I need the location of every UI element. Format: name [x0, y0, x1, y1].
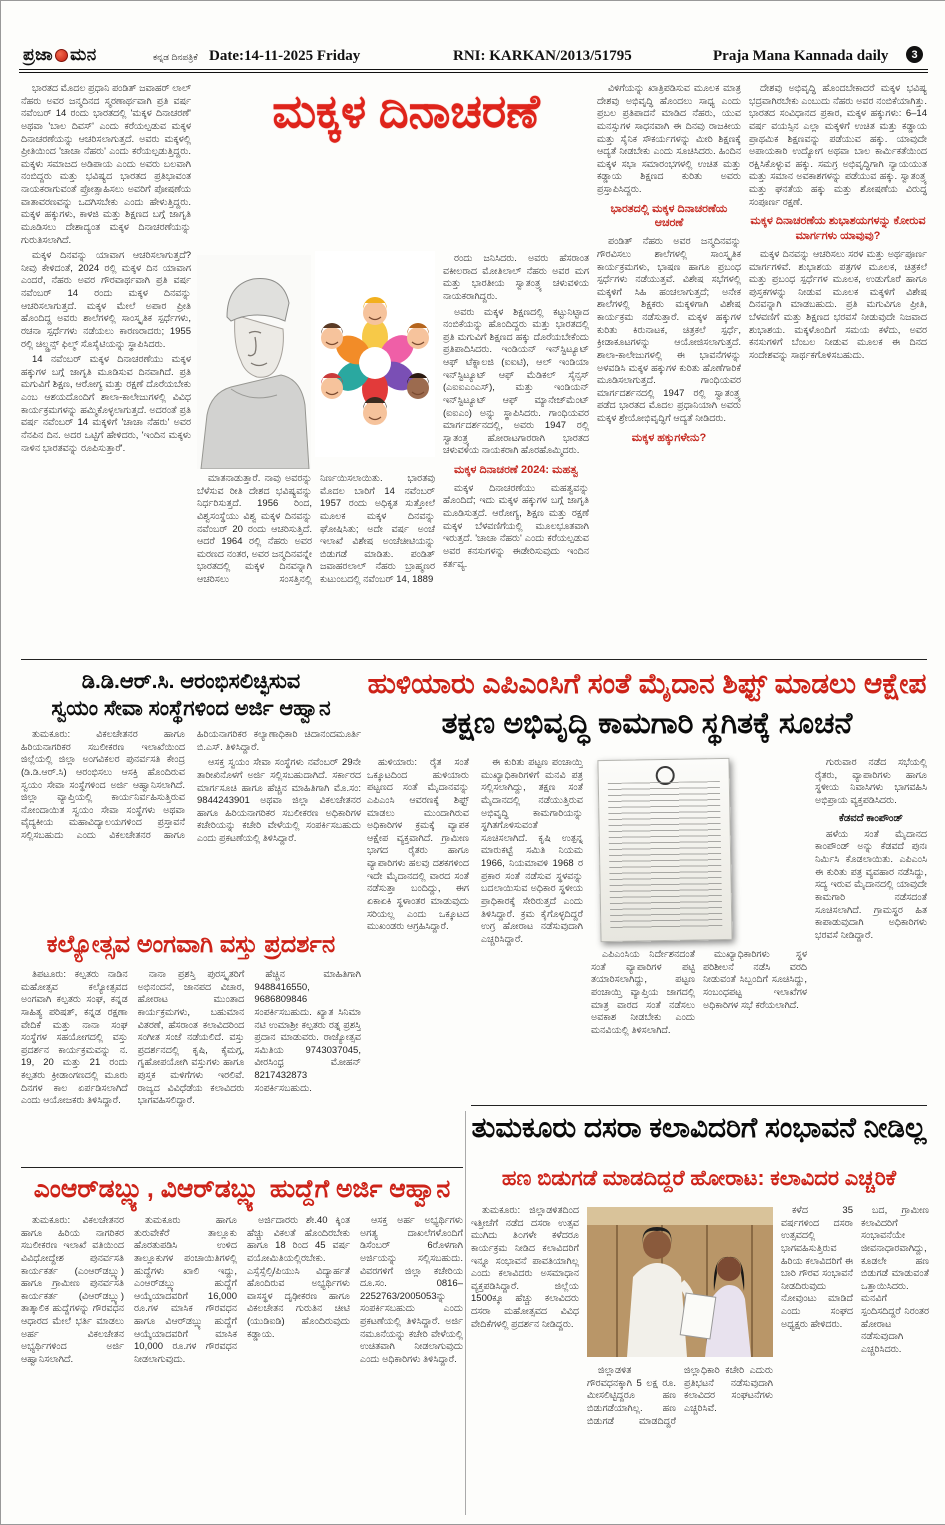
lead-col1-p3: 14 ನವೆಂಬರ್ ಮಕ್ಕಳ ದಿನಾಚರಣೆಯು ಮಕ್ಕಳ ಹಕ್ಕುಗಳ ಬಗ್ಗೆ ಜಾಗೃತಿ ಮೂಡಿಸುವ ದಿನವಾಗಿದೆ. ಪ್ರತಿ ಮಗುವಿಗೆ ಶಿಕ್ಷಣ, ಆರೋಗ್ಯ ಮತ್ತು ರಕ್ಷಣೆ ದೊರೆಯಬೇಕು ಎಂಬ ಆಶಯದೊಂದಿಗೆ ಶಾಲಾ-ಕಾಲೇಜುಗಳಲ್ಲಿ ವಿವಿಧ ಕಾರ್ಯಕ್ರಮಗಳನ್ನು ಹಮ್ಮಿಕೊಳ್ಳಲಾಗುತ್ತದೆ. ಅದರಂತೆ ಪ್ರತಿ ವರ್ಷ ನವೆಂಬರ್ 14 ಮಕ್ಕಳಿಗೆ 'ಚಾಚಾ ನೆಹರು' ಅವರ ನೆನಪಿನ ದಿನ. ಅದರ ಒಟ್ಟಿಗೆ ಹೇಳಿದರು, 'ಇಂದಿನ ಮಕ್ಕಳು ನಾಳಿನ ಭಾರತವನ್ನು ರೂಪಿಸುತ್ತಾರೆ'. [21, 354, 191, 454]
masthead-rni: RNI: KARKAN/2013/51795 [453, 48, 632, 64]
kalyotsava-body-p2: ನಾನಾ ಪ್ರಶಸ್ತಿ ಪುರಸ್ಕೃತರಿಗೆ ಅಭಿನಂದನೆ, ಜಾನಪದ ವಿಚಾರ, ಹೋರಾಟ ಮುಂತಾದ ಕಾರ್ಯಕ್ರಮಗಳು, ಬಹುಮಾನ ವಿತರಣೆ, ಹೆಸರಾಂತ ಕಲಾವಿದರಿಂದ ಸಂಗೀತ ಸಂಜೆ ನಡೆಯಲಿದೆ. ವಸ್ತು ಪ್ರದರ್ಶನದಲ್ಲಿ ಕೃಷಿ, ಕೈಮಗ್ಗ, ಗೃಹೋಪಯೋಗಿ ವಸ್ತುಗಳು ಹಾಗೂ ಪುಸ್ತಕ ಮಳಿಗೆಗಳು ಇರಲಿವೆ. ರಾಜ್ಯದ ವಿವಿಧೆಡೆಯ ಕಲಾವಿದರು ಭಾಗವಹಿಸಲಿದ್ದಾರೆ. [137, 969, 245, 1107]
lead-col4-p2: ಅವರು ಮಕ್ಕಳ ಶಿಕ್ಷಣದಲ್ಲಿ ಕಟ್ಟುನಿಟ್ಟಾದ ನಂಬಿಕೆಯನ್ನು ಹೊಂದಿದ್ದರು ಮತ್ತು ಭಾರತದಲ್ಲಿ ಪ್ರತಿ ಮಗುವಿಗೆ ಶಿಕ್ಷಣದ ಹಕ್ಕು ದೊರೆಯಬೇಕೆಂದು ಪ್ರತಿಪಾದಿಸಿದರು. ಇಂಡಿಯನ್ ಇನ್‌ಸ್ಟಿಟ್ಯೂಟ್ ಆಫ್ ಟೆಕ್ನಾಲಜಿ (ಐಐಟಿ), ಆಲ್ ಇಂಡಿಯಾ ಇನ್‌ಸ್ಟಿಟ್ಯೂಟ್ ಆಫ್ ಮೆಡಿಕಲ್ ಸೈನ್ಸಸ್ (ಎಐಐಎಂಎಸ್), ಮತ್ತು ಇಂಡಿಯನ್ ಇನ್‌ಸ್ಟಿಟ್ಯೂಟ್ ಆಫ್ ಮ್ಯಾನೇಜ್‌ಮೆಂಟ್ (ಐಐಎಂ) ಅನ್ನು ಸ್ಥಾಪಿಸಿದರು. ಗಾಂಧಿಯವರ ಮಾರ್ಗದರ್ಶನದಲ್ಲಿ, ಅವರು 1947 ರಲ್ಲಿ ಸ್ವಾತಂತ್ರ್ಯ ಹೋರಾಟಗಾರರಾಗಿ ಭಾರತದ ಚಳುವಳಿಯ ನಾಯಕರಾಗಿ ಹೊರಹೊಮ್ಮಿದರು. [443, 306, 589, 457]
ddrc-headline-line2: ಸ್ವಯಂ ಸೇವಾ ಸಂಸ್ಥೆಗಳಿಂದ ಅರ್ಜಿ ಆಹ್ವಾನ [51, 696, 331, 720]
lead-col1-p1: ಭಾರತದ ಮೊದಲ ಪ್ರಧಾನಿ ಪಂಡಿತ್ ಜವಾಹರ್ ಲಾಲ್ ನೆಹರು ಅವರ ಜನ್ಮದಿನದ ಸ್ಮರಣಾರ್ಥವಾಗಿ ಪ್ರತಿ ವರ್ಷ ನವೆಂಬರ್ 14 ರಂದು ಭಾರತದಲ್ಲಿ 'ಮಕ್ಕಳ ದಿನಾಚರಣೆ' ಅಥವಾ 'ಬಾಲ ದಿವಸ್' ಎಂದು ಕರೆಯಲ್ಪಡುವ ಮಕ್ಕಳ ದಿನಾಚರಣೆಯನ್ನು ಆಚರಿಸಲಾಗುತ್ತದೆ. ಅವರು ಮಕ್ಕಳಲ್ಲಿ ಪ್ರೀತಿಯಿಂದ 'ಚಾಚಾ ನೆಹರು' ಎಂದು ಕರೆಯಲ್ಪಡುತ್ತಿದ್ದರು. ಮಕ್ಕಳು ಸಮಾಜದ ಅಡಿಪಾಯ ಎಂದು ಅವರು ಬಲವಾಗಿ ನಂಬಿದ್ದರು ಮತ್ತು ಭವಿಷ್ಯದ ಭಾರತದ ಪ್ರತಿಭಾವಂತ ನಾಯಕರಾಗುವಂತೆ ಪ್ರೋತ್ಸಾಹಿಸಲು ಅವರಿಗೆ ಪೋಷಣೆಯ ವಾತಾವರಣವನ್ನು ಒದಗಿಸಬೇಕು ಎಂದು ಹೇಳುತ್ತಿದ್ದರು. ಮಕ್ಕಳ ಹಕ್ಕುಗಳು, ಕಾಳಜಿ ಮತ್ತು ಶಿಕ್ಷಣದ ಬಗ್ಗೆ ಜಾಗೃತಿ ಮೂಡಿಸಲು ದೇಶಾದ್ಯಂತ ಮಕ್ಕಳ ದಿನಾಚರಣೆಯನ್ನು ಗುರುತಿಸಲಾಗಿದೆ. [21, 83, 191, 246]
lead-col1-p2: ಮಕ್ಕಳ ದಿನವನ್ನು ಯಾವಾಗ ಆಚರಿಸಲಾಗುತ್ತದೆ? ನೀವು ಕೇಳಿದಂತೆ, 2024 ರಲ್ಲಿ ಮಕ್ಕಳ ದಿನ ಯಾವಾಗ ಎಂದರೆ, ನೆಹರು ಅವರ ಗೌರವಾರ್ಥವಾಗಿ ಪ್ರತಿ ವರ್ಷ ನವೆಂಬರ್ 14 ರಂದು ಮಕ್ಕಳ ದಿನವನ್ನು ಆಚರಿಸಲಾಗುತ್ತದೆ. ಮಕ್ಕಳ ಮೇಲೆ ಅಪಾರ ಪ್ರೀತಿ ಹೊಂದಿದ್ದ ಅವರು ಶಾಲೆಗಳಲ್ಲಿ ಸಾಂಸ್ಕೃತಿಕ ಸ್ಪರ್ಧೆಗಳು, ರಚನಾ ಸ್ಪರ್ಧೆಗಳು ನಡೆಯಲು ಕಾರಣರಾದರು; 1955 ರಲ್ಲಿ ಚಿಲ್ಡ್ರನ್ಸ್ ಫಿಲ್ಮ್ ಸೊಸೈಟಿಯನ್ನು ಸ್ಥಾಪಿಸಿದರು. [21, 250, 191, 350]
page-number-badge: 3 [906, 46, 923, 63]
apmc-column-5 [815, 757, 927, 1095]
section-rule-dasara [471, 1105, 927, 1106]
dasara-black-headline: ತುಮಕೂರು ದಸರಾ ಕಲಾವಿದರಿಗೆ ಸಂಭಾವನೆ ನೀಡಿಲ್ಲ [471, 1112, 927, 1143]
ddrc-body-p1: ತುಮಕೂರು: ವಿಕಲಚೇತನರ ಹಾಗೂ ಹಿರಿಯನಾಗರಿಕರ ಸಬಲೀಕರಣ ಇಲಾಖೆಯಿಂದ ಜಿಲ್ಲೆಯಲ್ಲಿ ಜಿಲ್ಲಾ ಅಂಗವಿಕಲರ ಪುನರ್ವಸತಿ ಕೇಂದ್ರ (ಡಿ.ಡಿ.ಆರ್.ಸಿ) ಆರಂಭಿಸಲು ಆಸಕ್ತಿ ಹೊಂದಿರುವ ಸ್ವಯಂ ಸೇವಾ ಸಂಸ್ಥೆಗಳಿಂದ ಅರ್ಜಿ ಆಹ್ವಾನಿಸಲಾಗಿದೆ. ಜಿಲ್ಲಾ ವ್ಯಾಪ್ತಿಯಲ್ಲಿ ಕಾರ್ಯನಿರ್ವಹಿಸುತ್ತಿರುವ ನೋಂದಾಯಿತ ಸ್ವಯಂ ಸೇವಾ ಸಂಸ್ಥೆಗಳು ಅಥವಾ ವೈದ್ಯಕೀಯ ಮಹಾವಿದ್ಯಾಲಯಗಳಿಂದ ಪ್ರಸ್ತಾವನೆ ಸಲ್ಲಿಸಬಹುದು ಎಂದು ವಿಕಲಚೇತನರ ಹಾಗೂ ಹಿರಿಯನಾಗರಿಕರ ಕಲ್ಯಾಣಾಧಿಕಾರಿ ಚಿದಾನಂದಮೂರ್ತಿ ಬಿ.ಎಸ್. ತಿಳಿಸಿದ್ದಾರೆ. [21, 729, 361, 841]
lead-column-5 [597, 83, 741, 653]
nehru-sketch-image [197, 255, 311, 469]
apmc-colC5-p2: ಹಳೆಯ ಸಂತೆ ಮೈದಾನದ ಕಾಂಪೌಂಡ್ ಅನ್ನು ಕೆಡವದೆ ಪುನಃ ನಿರ್ಮಿಸಿ ಕೊಡಲಾಯಿತು. ಎಪಿಎಂಸಿ ಈ ಕುರಿತು ಪತ್ರ ವ್ಯವಹಾರ ನಡೆಸಿದ್ದು, ಸದ್ಯ ಇರುವ ಮೈದಾನದಲ್ಲಿ ಯಾವುದೇ ಕಾಮಗಾರಿ ನಡೆಸದಂತೆ ಸೂಚಿಸಲಾಗಿದೆ. ಗ್ರಾಮಸ್ಥರ ಹಿತ ಕಾಪಾಡುವುದಾಗಿ ಅಧಿಕಾರಿಗಳು ಭರವಸೆ ನೀಡಿದ್ದಾರೆ. [815, 828, 927, 941]
apmc-colC5-p1: ಗುರುವಾರ ನಡೆದ ಸಭೆಯಲ್ಲಿ ರೈತರು, ವ್ಯಾಪಾರಿಗಳು ಹಾಗೂ ಸ್ಥಳೀಯ ನಿವಾಸಿಗಳು ಭಾಗವಹಿಸಿ ಅಭಿಪ್ರಾಯ ವ್ಯಕ್ತಪಡಿಸಿದರು. [815, 757, 927, 806]
section-rule-1 [21, 659, 927, 660]
ddrc-headline [21, 669, 361, 723]
kalyotsava-body-p1: ತಿಪಟೂರು: ಕಲ್ಪತರು ನಾಡಿನ ಮಹೋತ್ಸವ ಕಲ್ಯೋತ್ಸವದ ಅಂಗವಾಗಿ ಕಲ್ಪತರು ಸಂಘ, ಕನ್ನಡ ಸಾಹಿತ್ಯ ಪರಿಷತ್, ಕನ್ನಡ ರಕ್ಷಣಾ ವೇದಿಕೆ ಮತ್ತು ನಾನಾ ಸಂಘ ಸಂಸ್ಥೆಗಳ ಸಹಯೋಗದಲ್ಲಿ ವಸ್ತು ಪ್ರದರ್ಶನ ಕಾರ್ಯಕ್ರಮವನ್ನು ನ. 19, 20 ಮತ್ತು 21 ರಂದು ಕಲ್ಪತರು ಕ್ರೀಡಾಂಗಣದಲ್ಲಿ ಮೂರು ದಿನಗಳ ಕಾಲ ಏರ್ಪಡಿಸಲಾಗಿದೆ ಎಂದು ಆಯೋಜಕರು ತಿಳಿಸಿದ್ದಾರೆ. [21, 969, 128, 1107]
dasara-column-1 [471, 1205, 579, 1513]
masthead-daily-name: Praja Mana Kannada daily [713, 48, 889, 64]
ddrc-headline-line1: ಡಿ.ಡಿ.ಆರ್.ಸಿ. ಆರಂಭಿಸಲಿಚ್ಛಿಸುವ [81, 670, 301, 693]
dasara-colB-p: ಕಳೆದ 35 ವರ್ಷಗಳಿಂದ ದಸರಾ ಉತ್ಸವದಲ್ಲಿ ಭಾಗವಹಿಸುತ್ತಿರುವ ಹಿರಿಯ ಕಲಾವಿದರಿಗೆ ಈ ಬಾರಿ ಗೌರವ ಸಂಭಾವನೆ ನೀಡದಿರುವುದು ನೋವುಂಟು ಮಾಡಿದೆ ಎಂದು ಸಂಘದ ಅಧ್ಯಕ್ಷರು ಹೇಳಿದರು. [781, 1205, 853, 1330]
children-circle-illustration [315, 251, 435, 457]
mrw-body-p4: ಆಸಕ್ತ ಅರ್ಹ ಅಭ್ಯರ್ಥಿಗಳು ಅಗತ್ಯ ದಾಖಲೆಗಳೊಂದಿಗೆ ಡಿಸೆಂಬರ್ 6ರೊಳಗಾಗಿ ಅರ್ಜಿಯನ್ನು ಸಲ್ಲಿಸಬಹುದು. ವಿವರಗಳಿಗೆ ಜಿಲ್ಲಾ ಕಚೇರಿಯ ದೂ.ಸಂ. 0816–2252763/2005053ನ್ನು ಸಂಪರ್ಕಿಸಬಹುದು ಎಂದು ಪ್ರಕಟಣೆಯಲ್ಲಿ ತಿಳಿಸಿದ್ದಾರೆ. ಅರ್ಜಿ ನಮೂನೆಯನ್ನು ಕಚೇರಿ ವೇಳೆಯಲ್ಲಿ ಉಚಿತವಾಗಿ ನೀಡಲಾಗುವುದು ಎಂದು ಅಧಿಕಾರಿಗಳು ತಿಳಿಸಿದ್ದಾರೆ. [360, 1215, 463, 1365]
lead-col6-subhead: ಮಕ್ಕಳ ದಿನಾಚರಣೆಯ ಶುಭಾಶಯಗಳನ್ನು ಕೋರುವ ಮಾರ್ಗಗಳು ಯಾವುವು? [750, 215, 926, 243]
letter-text-lines [608, 781, 723, 932]
lead-col5-p2: ಪಂಡಿತ್ ನೆಹರು ಅವರ ಜನ್ಮದಿನವನ್ನು ಗೌರವಿಸಲು ಶಾಲೆಗಳಲ್ಲಿ ಸಾಂಸ್ಕೃತಿಕ ಕಾರ್ಯಕ್ರಮಗಳು, ಭಾಷಣ ಹಾಗೂ ಪ್ರಬಂಧ ಸ್ಪರ್ಧೆಗಳು ನಡೆಯುತ್ತವೆ. ವಿಶೇಷ ಸಭೆಗಳಲ್ಲಿ ಮಕ್ಕಳಿಗೆ ಸಿಹಿ ಹಂಚಲಾಗುತ್ತದೆ; ಅನೇಕ ಶಾಲೆಗಳಲ್ಲಿ ಶಿಕ್ಷಕರು ಮಕ್ಕಳಿಗಾಗಿ ವಿಶೇಷ ಕಾರ್ಯಕ್ರಮ ನಡೆಸುತ್ತಾರೆ. ಮಕ್ಕಳ ಹಕ್ಕುಗಳ ಕುರಿತು ಕಿರುನಾಟಕ, ಚಿತ್ರಕಲೆ ಸ್ಪರ್ಧೆ, ಕ್ರೀಡಾಕೂಟಗಳನ್ನು ಆಯೋಜಿಸಲಾಗುತ್ತದೆ. ಶಾಲಾ-ಕಾಲೇಜುಗಳಲ್ಲಿ ಈ ಭಾವನೆಗಳನ್ನು ಅಳವಡಿಸಿ ಮಕ್ಕಳ ಹಕ್ಕುಗಳ ಕುರಿತು ಹೊಣೆಗಾರಿಕೆ ಮೂಡಿಸಲಾಗುತ್ತದೆ. ಗಾಂಧಿಯವರ ಮಾರ್ಗದರ್ಶನದಲ್ಲಿ 1947 ರಲ್ಲಿ ಸ್ವಾತಂತ್ರ್ಯ ಪಡೆದ ಭಾರತದ ಮೊದಲ ಪ್ರಧಾನಿಯಾಗಿ ಅವರು ಮಕ್ಕಳ ಶ್ರೇಯೋಭಿವೃದ್ಧಿಗೆ ಆದ್ಯತೆ ನೀಡಿದರು. [597, 236, 741, 425]
dasara-photo-svg [587, 1207, 773, 1357]
section-rule-mrw [21, 1167, 463, 1168]
apmc-black-headline: ತಕ್ಷಣ ಅಭಿವೃದ್ಧಿ ಕಾಮಗಾರಿ ಸ್ಥಗಿತಕ್ಕೆ ಸೂಚನೆ [441, 707, 853, 740]
lead-headline: ಮಕ್ಕಳ ದಿನಾಚರಣೆ [272, 85, 540, 137]
mrw-headline: ಎಂಆರ್‌ಡಬ್ಲ್ಯು, ವಿಆರ್‌ಡಬ್ಲ್ಯು ಹುದ್ದೆಗೆ ಅರ್ಜಿ ಆಹ್ವಾನ [33, 1175, 451, 1203]
apmc-colC3: ಎಪಿಎಂಸಿಯ ನಿರ್ದೇಶನದಂತೆ ಸಂತೆ ವ್ಯಾಪಾರಿಗಳ ಪಟ್ಟಿ ತಯಾರಿಸಲಾಗಿದ್ದು, ಪಟ್ಟಣ ಪಂಚಾಯ್ತಿ ವ್ಯಾಪ್ತಿಯ ಜಾಗದಲ್ಲಿ ಮಾತ್ರ ವಾರದ ಸಂತೆ ನಡೆಸಲು ಅವಕಾಶ ನೀಡಬೇಕು ಎಂದು ಮನವಿಯಲ್ಲಿ ತಿಳಿಸಲಾಗಿದೆ. [591, 949, 695, 1036]
mrw-body-p1: ತುಮಕೂರು: ವಿಕಲಚೇತನರ ಹಾಗೂ ಹಿರಿಯ ನಾಗರಿಕರ ಸಬಲೀಕರಣ ಇಲಾಖೆ ವತಿಯಿಂದ ವಿವಿಧೋದ್ದೇಶ ಪುನರ್ವಸತಿ ಕಾರ್ಯಕರ್ತ (ಎಂಆರ್‌ಡಬ್ಲ್ಯು) ಹಾಗೂ ಗ್ರಾಮೀಣ ಪುನರ್ವಸತಿ ಕಾರ್ಯಕರ್ತ (ವಿಆರ್‌ಡಬ್ಲ್ಯು) ತಾತ್ಕಾಲಿಕ ಹುದ್ದೆಗಳನ್ನು ಗೌರವಧನ ಆಧಾರದ ಮೇಲೆ ಭರ್ತಿ ಮಾಡಲು ಅರ್ಹ ವಿಕಲಚೇತನ ಅಭ್ಯರ್ಥಿಗಳಿಂದ ಅರ್ಜಿ ಆಹ್ವಾನಿಸಲಾಗಿದೆ. [21, 1215, 124, 1365]
logo-text-left: ಪ್ರಜಾ [23, 45, 54, 64]
masthead-logo [23, 45, 97, 65]
dasara-artists-photo [587, 1207, 773, 1357]
objection-letter-photo [597, 758, 732, 942]
apmc-colC4: ಮುಖ್ಯಾಧಿಕಾರಿಗಳು ಸ್ಥಳ ಪರಿಶೀಲನೆ ನಡೆಸಿ ವರದಿ ನೀಡುವಂತೆ ಸಿಬ್ಬಂದಿಗೆ ಸೂಚಿಸಿದ್ದು, ಸಂಬಂಧಪಟ್ಟ ಇಲಾಖೆಗಳ ಅಧಿಕಾರಿಗಳ ಸಭೆ ಕರೆಯಲಾಗಿದೆ. [703, 949, 807, 1011]
lead-col4-p3: ಮಕ್ಕಳ ದಿನಾಚರಣೆಯು ಮಹತ್ವವನ್ನು ಹೊಂದಿದೆ; ಇದು ಮಕ್ಕಳ ಹಕ್ಕುಗಳ ಬಗ್ಗೆ ಜಾಗೃತಿ ಮೂಡಿಸುತ್ತದೆ. ಆರೋಗ್ಯ, ಶಿಕ್ಷಣ ಮತ್ತು ರಕ್ಷಣೆ ಮಕ್ಕಳ ಬೆಳವಣಿಗೆಯಲ್ಲಿ ಮೂಲಭೂತವಾಗಿ ಇರುತ್ತದೆ. 'ಚಾಚಾ ನೆಹರು' ಎಂದು ಕರೆಯಲ್ಪಡುವ ಅವರ ಕನಸುಗಳನ್ನು ಈಡೇರಿಸುವುದು ಇಂದಿನ ಕರ್ತವ್ಯ. [443, 482, 589, 570]
apmc-columns-1-2 [367, 757, 583, 1095]
mrw-body-p2: ತುಮಕೂರು ಹಾಗೂ ತುರುವೇಕೆರೆ ತಾಲ್ಲೂಕು ಹೊರತುಪಡಿಸಿ ಉಳಿದ ತಾಲ್ಲೂಕುಗಳ ಪಂಚಾಯಿತಿಗಳಲ್ಲಿ ಹುದ್ದೆಗಳು ಖಾಲಿ ಇದ್ದು, ಎಂಆರ್‌ಡಬ್ಲ್ಯು ಹುದ್ದೆಗೆ ಆಯ್ಕೆಯಾದವರಿಗೆ 16,000 ರೂ.ಗಳ ಮಾಸಿಕ ಗೌರವಧನ ಹಾಗೂ ವಿಆರ್‌ಡಬ್ಲ್ಯು ಹುದ್ದೆಗೆ ಆಯ್ಕೆಯಾದವರಿಗೆ ಮಾಸಿಕ 10,000 ರೂ.ಗಳ ಗೌರವಧನ ನೀಡಲಾಗುವುದು. [134, 1215, 237, 1365]
masthead-rule [19, 69, 928, 73]
lead-col23-p1: ಮಾತನಾಡುತ್ತಾರೆ. ನಾವು ಅವರನ್ನು ಬೆಳೆಸುವ ರೀತಿ ದೇಶದ ಭವಿಷ್ಯವನ್ನು ನಿರ್ಧರಿಸುತ್ತದೆ. 1956 ರಿಂದ, ವಿಶ್ವಸಂಸ್ಥೆಯು ವಿಶ್ವ ಮಕ್ಕಳ ದಿನವನ್ನು ನವೆಂಬರ್ 20 ರಂದು ಆಚರಿಸುತ್ತಿದೆ. ಆದರೆ 1964 ರಲ್ಲಿ ನೆಹರು ಅವರ ಮರಣದ ನಂತರ, ಅವರ ಜನ್ಮದಿನವನ್ನೇ ಭಾರತದಲ್ಲಿ ಮಕ್ಕಳ ದಿನವನ್ನಾಗಿ ಆಚರಿಸಲು ಸಂಸತ್ತಿನಲ್ಲಿ ನಿರ್ಣಯಿಸಲಾಯಿತು. ಭಾರತವು ಮೊದಲ ಬಾರಿಗೆ 14 ನವೆಂಬರ್ 1957 ರಂದು ಅಧಿಕೃತ ಸುತ್ತೋಲೆ ಮೂಲಕ ಮಕ್ಕಳ ದಿನವನ್ನು ಘೋಷಿಸಿತು; ಅದೇ ವರ್ಷ ಅಂಚೆ ಇಲಾಖೆ ವಿಶೇಷ ಅಂಚೆಚೀಟಿಯನ್ನು ಬಿಡುಗಡೆ ಮಾಡಿತು. ಪಂಡಿತ್ ಜವಾಹರಲಾಲ್ ನೆಹರು ಬ್ರಾಹ್ಮಣರ ಕುಟುಂಬದಲ್ಲಿ ನವೆಂಬರ್ 14, 1889 [197, 473, 435, 585]
apmc-column-4 [703, 949, 807, 1095]
lead-column-1 [21, 83, 191, 653]
kalyotsava-body [21, 969, 361, 1165]
mrw-body-p3: ಅರ್ಜಿದಾರರು ಶೇ.40 ಕ್ಕಿಂತ ಹೆಚ್ಚು ವಿಕಲತೆ ಹೊಂದಿರಬೇಕು ಹಾಗೂ 18 ರಿಂದ 45 ವರ್ಷ ವಯೋಮಿತಿಯಲ್ಲಿರಬೇಕು. ಎಸ್ಸೆಸ್ಸೆಲ್ಸಿ/ಪಿಯುಸಿ ವಿದ್ಯಾರ್ಹತೆ ಹೊಂದಿರುವ ಅಭ್ಯರ್ಥಿಗಳು ವಾಸಸ್ಥಳ ದೃಢೀಕರಣ ಹಾಗೂ ವಿಕಲಚೇತನ ಗುರುತಿನ ಚೀಟಿ (ಯುಡಿಐಡಿ) ಹೊಂದಿರುವುದು ಕಡ್ಡಾಯ. [247, 1215, 350, 1340]
masthead-tagline: ಕನ್ನಡ ದಿನಪತ್ರಿಕೆ [153, 52, 198, 62]
apmc-colC5-subhead: ಕೆಡವದೆ ಕಾಂಪೌಂಡ್ [839, 812, 903, 824]
logo-text-right: ಮನ [70, 45, 97, 64]
dasara-red-headline: ಹಣ ಬಿಡುಗಡೆ ಮಾಡದಿದ್ದರೆ ಹೋರಾಟ: ಕಲಾವಿದರ ಎಚ್ಚರಿಕೆ [501, 1167, 897, 1190]
dasara-colC-p: ಬದ, ಗ್ರಾಮೀಣ ಕಲಾವಿದರಿಗೆ ಸಂಭಾವನೆಯೇ ಜೀವನಾಧಾರವಾಗಿದ್ದು, ಕೂಡಲೇ ಹಣ ಬಿಡುಗಡೆ ಮಾಡುವಂತೆ ಒತ್ತಾಯಿಸಿದರು. ಮನವಿಗೆ ಸ್ಪಂದಿಸದಿದ್ದರೆ ನಿರಂತರ ಹೋರಾಟ ನಡೆಸುವುದಾಗಿ ಎಚ್ಚರಿಸಿದರು. [861, 1205, 929, 1355]
ddrc-body [21, 729, 361, 925]
lead-col4-p1: ರಂದು ಜನಿಸಿದರು. ಅವರು ಹೆಸರಾಂತ ವಕೀಲರಾದ ಮೋತಿಲಾಲ್ ನೆಹರು ಅವರ ಮಗ ಮತ್ತು ಭಾರತೀಯ ಸ್ವಾತಂತ್ರ್ಯ ಚಳುವಳಿಯ ನಾಯಕರಾಗಿದ್ದರು. [443, 253, 589, 302]
kalyotsava-headline: ಕಲ್ಯೋತ್ಸವ ಅಂಗವಾಗಿ ವಸ್ತು ಪ್ರದರ್ಶನ [46, 931, 336, 958]
dasara-column-b [781, 1205, 853, 1513]
lead-col6-p1: ದೇಶವು ಅಭಿವೃದ್ಧಿ ಹೊಂದಬೇಕಾದರೆ ಮಕ್ಕಳ ಭವಿಷ್ಯ ಭದ್ರವಾಗಿರಬೇಕು ಎಂಬುದು ನೆಹರು ಅವರ ನಂಬಿಕೆಯಾಗಿತ್ತು. ಭಾರತದ ಸಂವಿಧಾನದ ಪ್ರಕಾರ, ಮಕ್ಕಳ ಹಕ್ಕುಗಳು: 6–14 ವರ್ಷ ವಯಸ್ಸಿನ ಎಲ್ಲಾ ಮಕ್ಕಳಿಗೆ ಉಚಿತ ಮತ್ತು ಕಡ್ಡಾಯ ಪ್ರಾಥಮಿಕ ಶಿಕ್ಷಣವನ್ನು ಪಡೆಯುವ ಹಕ್ಕು. ಯಾವುದೇ ಅಪಾಯಕಾರಿ ಉದ್ಯೋಗ ಅಥವಾ ಬಾಲ ಕಾರ್ಮಿಕತೆಯಿಂದ ರಕ್ಷಿಸಿಕೊಳ್ಳುವ ಹಕ್ಕು. ಸಮಗ್ರ ಅಭಿವೃದ್ಧಿಗಾಗಿ ನ್ಯಾಯಯುತ ಮತ್ತು ಸಮಾನ ಅವಕಾಶಗಳನ್ನು ಪಡೆಯುವ ಹಕ್ಕು. ಸ್ವಾತಂತ್ರ್ಯ ಮತ್ತು ಘನತೆಯ ಹಕ್ಕು ಮತ್ತು ಶೋಷಣೆಯ ವಿರುದ್ಧ ಸಂಪೂರ್ಣ ರಕ್ಷಣೆ. [749, 83, 927, 208]
nehru-sketch-svg [197, 255, 311, 469]
apmc-colA-p2: ಈ ಕುರಿತು ಪಟ್ಟಣ ಪಂಚಾಯ್ತಿ ಮುಖ್ಯಾಧಿಕಾರಿಗಳಿಗೆ ಮನವಿ ಪತ್ರ ಸಲ್ಲಿಸಲಾಗಿದ್ದು, ತಕ್ಷಣ ಸಂತೆ ಮೈದಾನದಲ್ಲಿ ನಡೆಯುತ್ತಿರುವ ಅಭಿವೃದ್ಧಿ ಕಾಮಗಾರಿಯನ್ನು ಸ್ಥಗಿತಗೊಳಿಸುವಂತೆ ಸೂಚಿಸಲಾಗಿದೆ. ಕೃಷಿ ಉತ್ಪನ್ನ ಮಾರುಕಟ್ಟೆ ಸಮಿತಿ ನಿಯಮ 1966, ನಿಯಮಾವಳಿ 1968 ರ ಪ್ರಕಾರ ಸಂತೆ ನಡೆಸುವ ಸ್ಥಳವನ್ನು ಬದಲಾಯಿಸುವ ಅಧಿಕಾರ ಸ್ಥಳೀಯ ಪ್ರಾಧಿಕಾರಕ್ಕೆ ಸೇರಿರುತ್ತದೆ ಎಂದು ತಿಳಿಸಿದ್ದಾರೆ. ಕ್ರಮ ಕೈಗೊಳ್ಳದಿದ್ದರೆ ಉಗ್ರ ಹೋರಾಟ ನಡೆಸುವುದಾಗಿ ಎಚ್ಚರಿಸಿದ್ದಾರೆ. [481, 757, 583, 945]
dasara-below-photo-text [587, 1365, 773, 1513]
lead-col5-p1: ವಿಳಿಗೆಯನ್ನು ಖಾತ್ರಿಪಡಿಸುವ ಮೂಲಕ ಮಾತ್ರ ದೇಶವು ಅಭಿವೃದ್ಧಿ ಹೊಂದಲು ಸಾಧ್ಯ ಎಂದು ಪ್ರಬಲ ಪ್ರತಿಪಾದನೆ ಮಾಡಿದ ನೆಹರು, ಯುವ ಮನಸ್ಸುಗಳ ಸಾಧನವಾಗಿ ಈ ದಿನವು ರಾಜಕೀಯ ಮತ್ತು ಸೈನಿಕ ಸೌಕರ್ಯಗಳನ್ನು ಮೀರಿ ಶಿಕ್ಷಣಕ್ಕೆ ಆದ್ಯತೆ ನೀಡಬೇಕು ಎಂದು ಸೂಚಿಸಿದರು. ಹಿಂದಿನ ಮಕ್ಕಳ ಸಭಾ ಸಮಾರಂಭಗಳಲ್ಲಿ ಉಚಿತ ಮತ್ತು ಕಡ್ಡಾಯ ಶಿಕ್ಷಣದ ಕುರಿತು ಅವರು ಪ್ರಸ್ತಾಪಿಸಿದ್ದರು. [597, 83, 741, 195]
kalyotsava-body-p3: ಹೆಚ್ಚಿನ ಮಾಹಿತಿಗಾಗಿ 9488416550, 9686809846 ಸಂಪರ್ಕಿಸಬಹುದು. ಖ್ಯಾತ ಸಿನಿಮಾ ನಟಿ ಉಮಾಶ್ರೀ ಕಲ್ಪತರು ರತ್ನ ಪ್ರಶಸ್ತಿ ಪ್ರದಾನ ಮಾಡುವರು. ರಾಜ್ಯೋತ್ಸವ ಸಮಿತಿಯ 9743037045, ವೀರಸಿಂಧ್ರ ಮೋಹನ್ 8217432873 ಸಂಪರ್ಕಿಸಬಹುದು. [254, 969, 361, 1094]
apmc-colA-p1: ಹುಳಿಯಾರು: ರೈತ ಸಂತೆ ಒಕ್ಕೂಟದಿಂದ ಹುಳಿಯಾರು ಪಟ್ಟಣದ ಸಂತೆ ಮೈದಾನವನ್ನು ಎಪಿಎಂಸಿ ಆವರಣಕ್ಕೆ ಶಿಫ್ಟ್ ಮಾಡಲು ಮುಂದಾಗಿರುವ ಅಧಿಕಾರಿಗಳ ಕ್ರಮಕ್ಕೆ ವ್ಯಾಪಕ ಆಕ್ಷೇಪ ವ್ಯಕ್ತವಾಗಿದೆ. ಗ್ರಾಮೀಣ ಭಾಗದ ರೈತರು ಹಾಗೂ ವ್ಯಾಪಾರಿಗಳು ಹಲವು ದಶಕಗಳಿಂದ ಇದೇ ಮೈದಾನದಲ್ಲಿ ವಾರದ ಸಂತೆ ನಡೆಸುತ್ತಾ ಬಂದಿದ್ದು, ಈಗ ಏಕಾಏಕಿ ಸ್ಥಳಾಂತರ ಮಾಡುವುದು ಸರಿಯಲ್ಲ ಎಂದು ಒಕ್ಕೂಟದ ಮುಖಂಡರು ಆಗ್ರಹಿಸಿದ್ದಾರೆ. [367, 757, 469, 933]
apmc-column-3 [591, 949, 695, 1095]
dasara-colA-p1: ತುಮಕೂರು: ಜಿಲ್ಲಾಡಳಿತದಿಂದ ಇತ್ತೀಚೆಗೆ ನಡೆದ ದಸರಾ ಉತ್ಸವ ಮುಗಿದು ತಿ೦ಗಳೇ ಕಳೆದರೂ ಕಾರ್ಯಕ್ರಮ ನೀಡಿದ ಕಲಾವಿದರಿಗೆ ಇನ್ನೂ ಸಂಭಾವನೆ ಪಾವತಿಯಾಗಿಲ್ಲ ಎಂದು ಕಲಾವಿದರು ಅಸಮಾಧಾನ ವ್ಯಕ್ತಪಡಿಸಿದ್ದಾರೆ. ಜಿಲ್ಲೆಯ 1500ಕ್ಕೂ ಹೆಚ್ಚು ಕಲಾವಿದರು ದಸರಾ ಮಹೋತ್ಸವದ ವಿವಿಧ ವೇದಿಕೆಗಳಲ್ಲಿ ಪ್ರದರ್ಶನ ನೀಡಿದ್ದರು. [471, 1205, 579, 1330]
ddrc-body-p2: ಆಸಕ್ತ ಸ್ವಯಂ ಸೇವಾ ಸಂಸ್ಥೆಗಳು ನವೆಂಬರ್ 29ನೇ ತಾರೀಖಿನೊಳಗೆ ಅರ್ಜಿ ಸಲ್ಲಿಸಬಹುದಾಗಿದೆ. ಸರ್ಕಾರದ ಮಾರ್ಗಸೂಚಿ ಹಾಗೂ ಹೆಚ್ಚಿನ ಮಾಹಿತಿಗಾಗಿ ಮೊ.ಸಂ: 9844243901 ಅಥವಾ ಜಿಲ್ಲಾ ವಿಕಲಚೇತನರ ಹಾಗೂ ಹಿರಿಯನಾಗರಿಕರ ಸಬಲೀಕರಣ ಅಧಿಕಾರಿಗಳ ಕಚೇರಿಯನ್ನು ಕಚೇರಿ ವೇಳೆಯಲ್ಲಿ ಸಂಪರ್ಕಿಸಬಹುದು ಎಂದು ಪ್ರಕಟಣೆಯಲ್ಲಿ ತಿಳಿಸಿದ್ದಾರೆ. [197, 757, 361, 844]
lead-col6-p2: ಮಕ್ಕಳ ದಿನವನ್ನು ಆಚರಿಸಲು ಸರಳ ಮತ್ತು ಅರ್ಥಪೂರ್ಣ ಮಾರ್ಗಗಳಿವೆ. ಶುಭಾಶಯ ಪತ್ರಗಳ ಮೂಲಕ, ಚಿತ್ರಕಲೆ ಮತ್ತು ಪ್ರಬಂಧ ಸ್ಪರ್ಧೆಗಳ ಮೂಲಕ, ಉಡುಗೊರೆ ಹಾಗೂ ಪುಸ್ತಕಗಳನ್ನು ನೀಡುವ ಮೂಲಕ ಮಕ್ಕಳಿಗೆ ವಿಶೇಷ ದಿನವನ್ನಾಗಿ ಮಾಡಬಹುದು. ಪ್ರತಿ ಮಗುವಿಗೂ ಪ್ರೀತಿ, ಬೆಳವಣಿಗೆ ಮತ್ತು ಶಿಕ್ಷಣದ ಭರವಸೆ ನೀಡುವುದೇ ನಿಜವಾದ ಶುಭಾಶಯ. ಮಕ್ಕಳೊಂದಿಗೆ ಸಮಯ ಕಳೆದು, ಅವರ ಕನಸುಗಳಿಗೆ ಬೆಂಬಲ ನೀಡುವ ಮೂಲಕ ಈ ದಿನದ ಸಂದೇಶವನ್ನು ಸಾರ್ಥಕಗೊಳಿಸಬಹುದು. [749, 248, 927, 361]
dasara-below-photo-p: ಜಿಲ್ಲಾಡಳಿತ ಗೌರವಧನಕ್ಕಾಗಿ 5 ಲಕ್ಷ ರೂ. ಮೀಸಲಿಟ್ಟಿದ್ದರೂ ಹಣ ಬಿಡುಗಡೆಯಾಗಿಲ್ಲ. ಹಣ ಬಿಡುಗಡೆ ಮಾಡದಿದ್ದರೆ ಜಿಲ್ಲಾಧಿಕಾರಿ ಕಚೇರಿ ಎದುರು ಪ್ರತಿಭಟನೆ ನಡೆಸುವುದಾಗಿ ಕಲಾವಿದರ ಸಂಘಟನೆಗಳು ಎಚ್ಚರಿಸಿವೆ. [587, 1365, 773, 1427]
lead-col5-subhead1: ಭಾರತದಲ್ಲಿ ಮಕ್ಕಳ ದಿನಾಚರಣೆಯ ಆಚರಣೆ [610, 202, 728, 230]
logo-emblem-icon [55, 49, 68, 62]
lead-col4-subhead: ಮಕ್ಕಳ ದಿನಾಚರಣೆ 2024: ಮಹತ್ವ [453, 464, 579, 476]
lead-column-6 [749, 83, 927, 653]
lead-column-4 [443, 253, 589, 653]
mrw-body [21, 1215, 463, 1513]
children-circle-svg [315, 251, 435, 457]
dasara-body [471, 1205, 929, 1513]
apmc-body [367, 757, 927, 1095]
lead-column-below-images [197, 473, 435, 653]
dasara-column-c [861, 1205, 929, 1513]
lead-col5-subhead2: ಮಕ್ಕಳ ಹಕ್ಕುಗಳೇನು? [631, 431, 707, 444]
bottom-vertical-rule [465, 1111, 466, 1515]
masthead-date: Date:14-11-2025 Friday [209, 48, 361, 64]
apmc-red-headline: ಹುಳಿಯಾರು ಎಪಿಎಂಸಿಗೆ ಸಂತೆ ಮೈದಾನ ಶಿಫ್ಟ್ ಮಾಡಲು ಆಕ್ಷೇಪ [367, 668, 927, 699]
